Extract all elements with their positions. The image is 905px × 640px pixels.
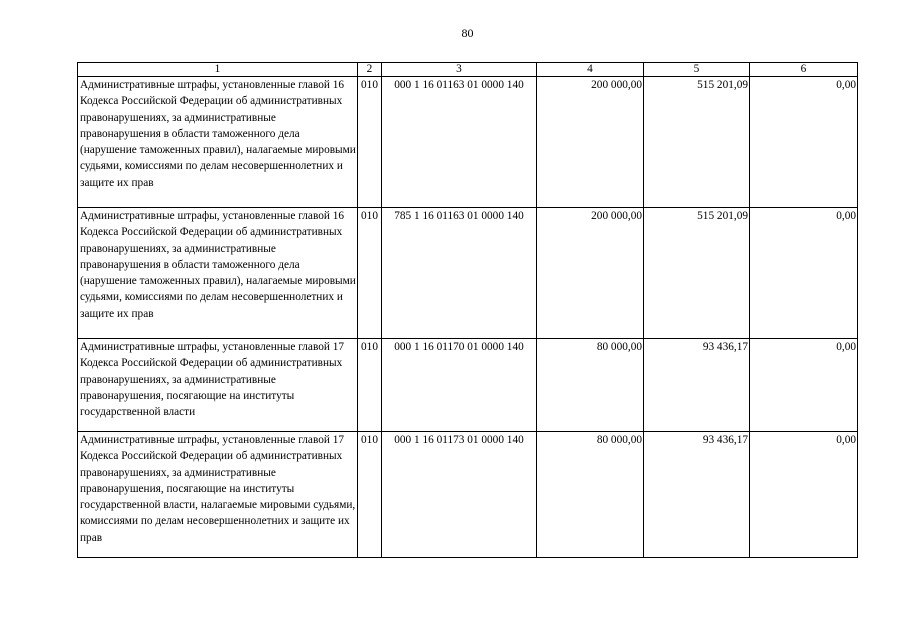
column-header: 4 bbox=[537, 63, 644, 77]
row-budget-code: 785 1 16 01163 01 0000 140 bbox=[382, 208, 537, 339]
row-budget-code: 000 1 16 01170 01 0000 140 bbox=[382, 339, 537, 432]
column-header: 5 bbox=[644, 63, 750, 77]
row-fact-value: 515 201,09 bbox=[644, 77, 750, 208]
page-number: 80 bbox=[461, 26, 474, 40]
row-plan-value: 200 000,00 bbox=[537, 208, 644, 339]
row-plan-value: 80 000,00 bbox=[537, 339, 644, 432]
column-header: 2 bbox=[358, 63, 382, 77]
row-plan-value: 80 000,00 bbox=[537, 432, 644, 558]
row-col6-value: 0,00 bbox=[750, 339, 858, 432]
row-name: Административные штрафы, установленные главой 16 Кодекса Российской Федерации об административных правонарушениях, за административные правонарушения в области таможенного дела (нарушение таможенных правил), налагаемые мировыми судьями, комиссиями по делам несовершеннолетних и защите их прав bbox=[78, 77, 358, 208]
row-admin-code: 010 bbox=[358, 432, 382, 558]
row-fact-value: 93 436,17 bbox=[644, 339, 750, 432]
row-budget-code: 000 1 16 01163 01 0000 140 bbox=[382, 77, 537, 208]
row-name: Административные штрафы, установленные главой 17 Кодекса Российской Федерации об административных правонарушениях, за административные правонарушения, посягающие на институты государственной власти bbox=[78, 339, 358, 432]
column-header: 3 bbox=[382, 63, 537, 77]
column-header: 6 bbox=[750, 63, 858, 77]
row-budget-code: 000 1 16 01173 01 0000 140 bbox=[382, 432, 537, 558]
row-col6-value: 0,00 bbox=[750, 432, 858, 558]
row-plan-value: 200 000,00 bbox=[537, 77, 644, 208]
row-admin-code: 010 bbox=[358, 208, 382, 339]
table-row bbox=[78, 77, 858, 208]
row-name: Административные штрафы, установленные главой 17 Кодекса Российской Федерации об административных правонарушениях, за административные правонарушения, посягающие на институты государственной власти, налагаемые мировыми судьями, комиссиями по делам несовершеннолетних и защите их прав bbox=[78, 432, 358, 558]
table-row bbox=[78, 339, 858, 432]
table-header-row bbox=[78, 63, 858, 77]
row-admin-code: 010 bbox=[358, 339, 382, 432]
row-col6-value: 0,00 bbox=[750, 208, 858, 339]
row-col6-value: 0,00 bbox=[750, 77, 858, 208]
row-admin-code: 010 bbox=[358, 77, 382, 208]
column-header: 1 bbox=[78, 63, 358, 77]
row-fact-value: 515 201,09 bbox=[644, 208, 750, 339]
row-name: Административные штрафы, установленные главой 16 Кодекса Российской Федерации об административных правонарушениях, за административные правонарушения в области таможенного дела (нарушение таможенных правил), налагаемые мировыми судьями, комиссиями по делам несовершеннолетних и защите их прав bbox=[78, 208, 358, 339]
budget-table bbox=[77, 62, 858, 558]
table-row bbox=[78, 432, 858, 558]
row-fact-value: 93 436,17 bbox=[644, 432, 750, 558]
table-row bbox=[78, 208, 858, 339]
